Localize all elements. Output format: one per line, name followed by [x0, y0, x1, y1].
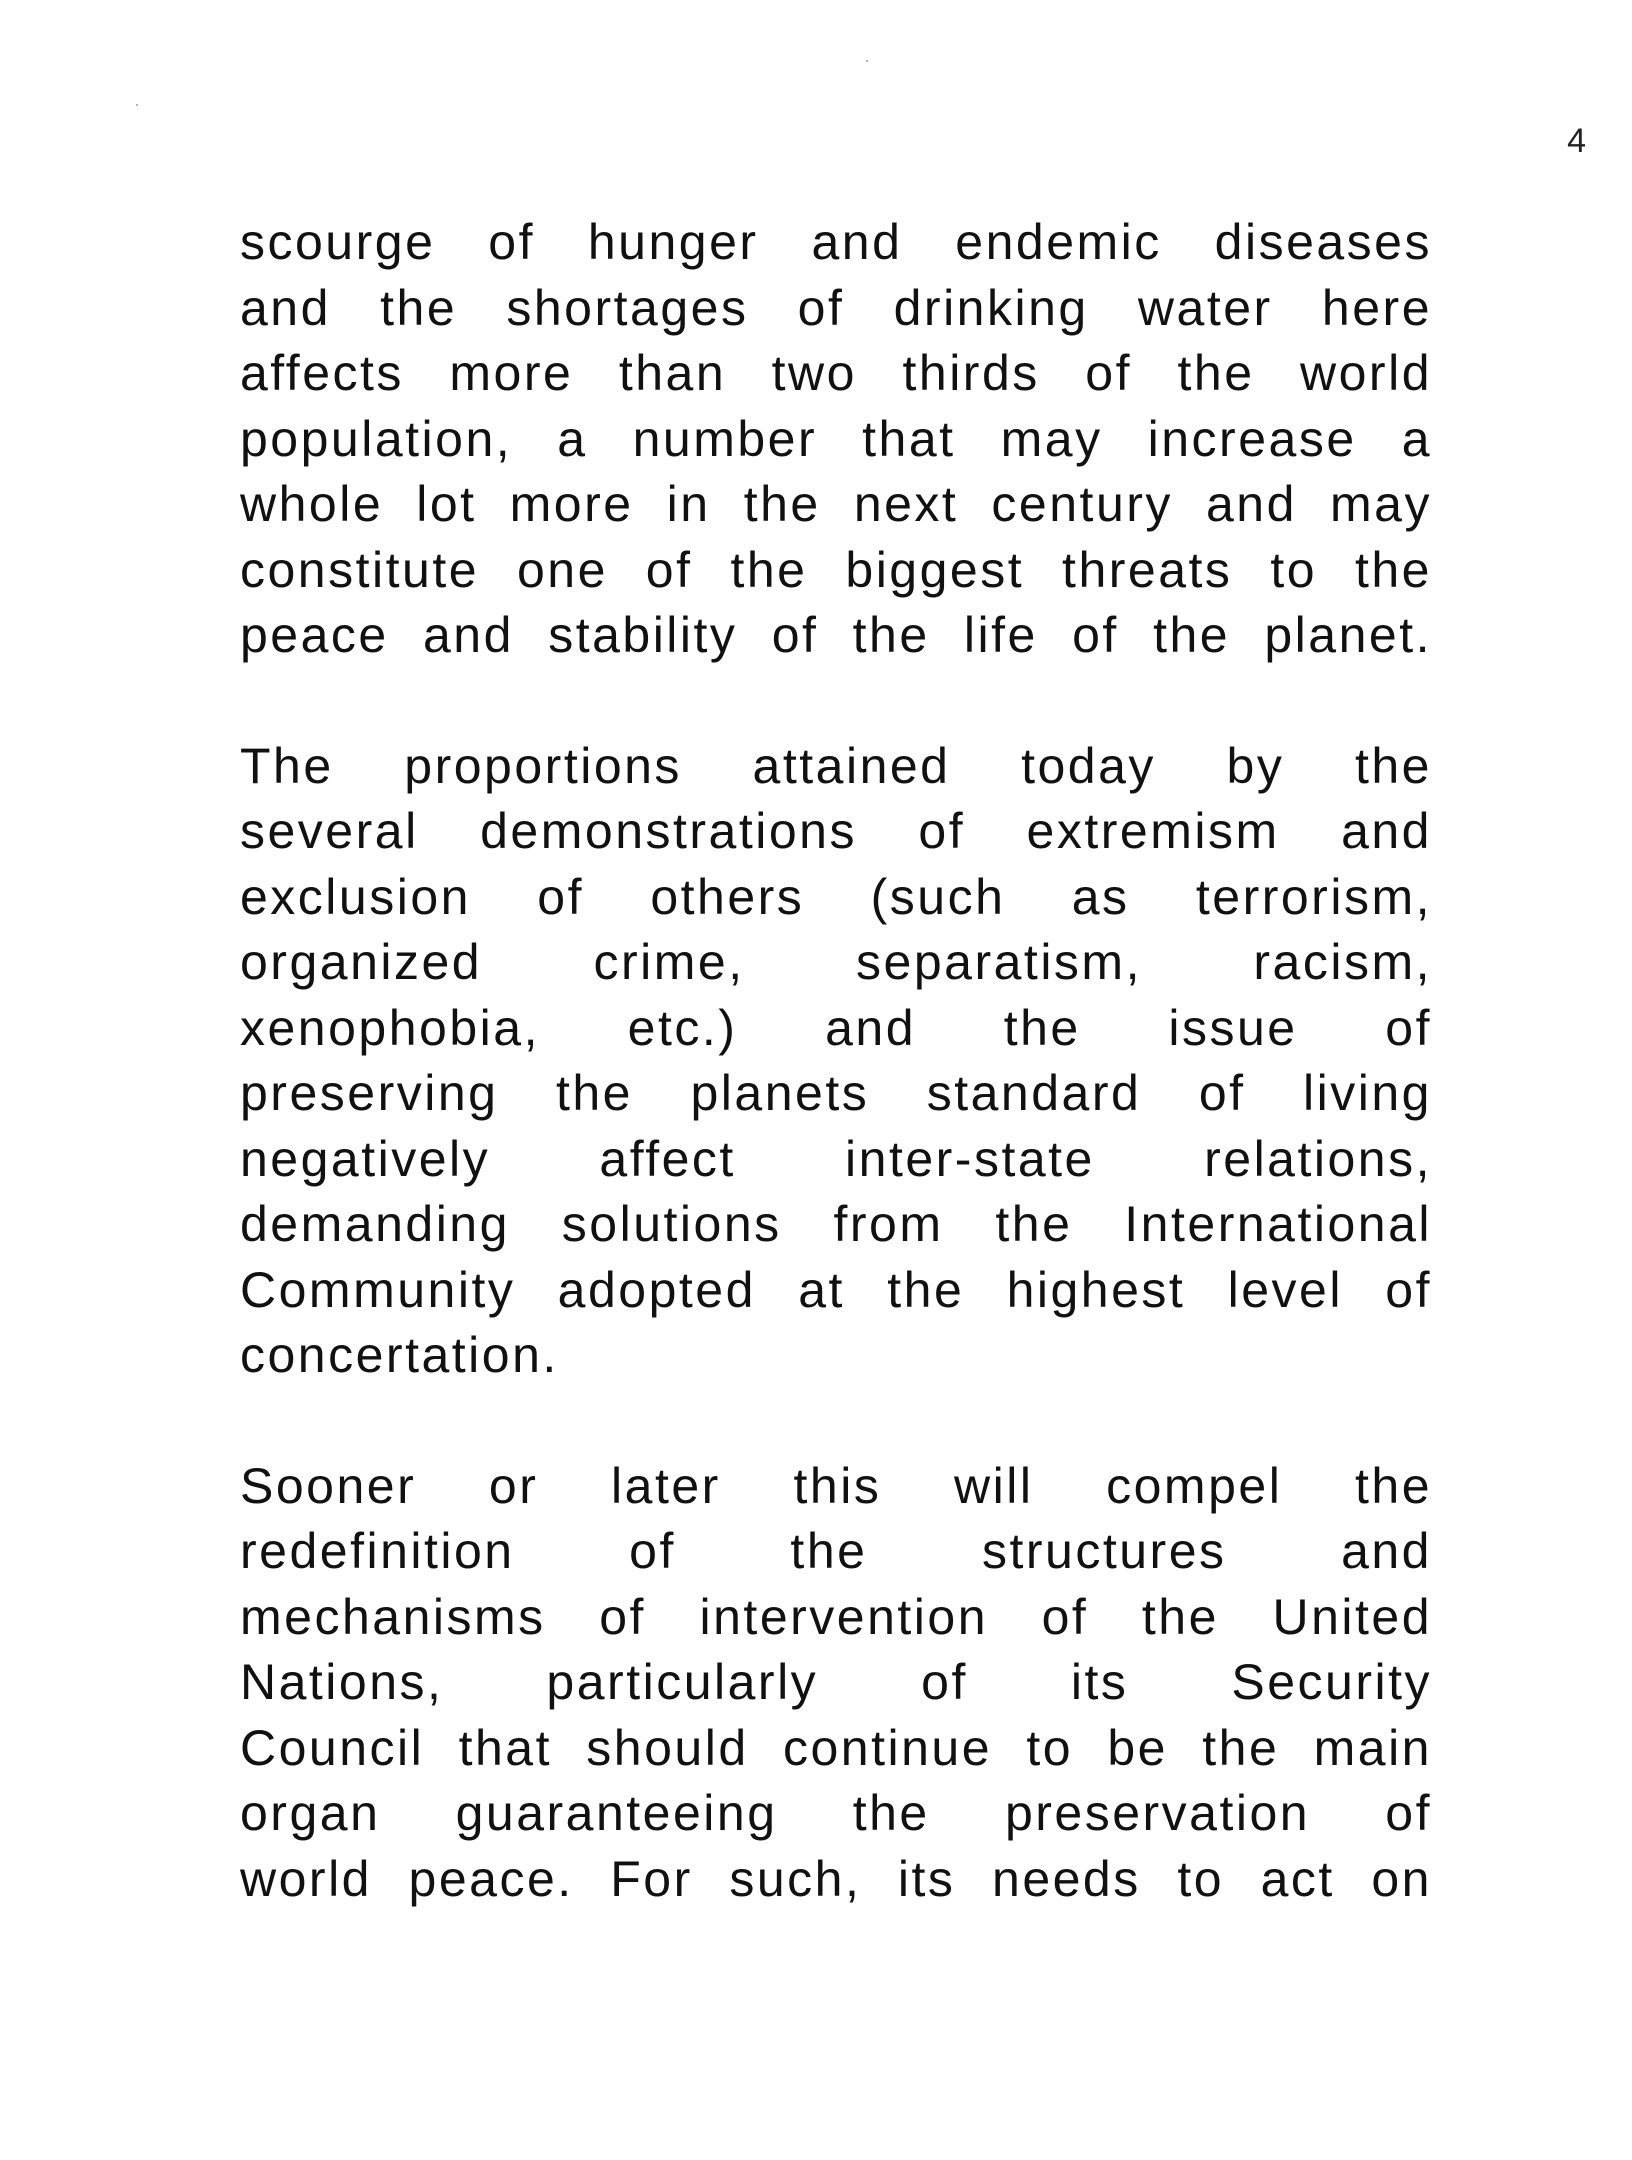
page-number: 4 [1567, 122, 1586, 160]
text-line: organ guaranteeing the preservation of [240, 1785, 1432, 1841]
text-line: constitute one of the biggest threats to the [240, 541, 1432, 598]
text-line: redefinition of the structures and [240, 1523, 1432, 1579]
text-line: Council that should continue to be the main [240, 1719, 1432, 1776]
text-line: population, a number that may increase a [240, 410, 1432, 467]
text-line: several demonstrations of extremism and [240, 803, 1432, 859]
text-line: demanding solutions from the International [240, 1196, 1432, 1252]
text-line: peace and stability of the life of the planet. [240, 607, 1432, 663]
text-line: exclusion of others (such as terrorism, [240, 868, 1432, 925]
text-line: Community adopted at the highest level of [240, 1261, 1432, 1318]
text-line: and the shortages of drinking water here [240, 279, 1432, 336]
text-line: Sooner or later this will compel the [240, 1457, 1432, 1514]
text-line: world peace. For such, its needs to act on [240, 1850, 1432, 1907]
text-line: negatively affect inter-state relations, [240, 1130, 1432, 1187]
text-line: mechanisms of intervention of the United [240, 1588, 1432, 1645]
paragraph [240, 734, 1432, 1389]
text-line: preserving the planets standard of living [240, 1065, 1432, 1121]
paragraph [240, 210, 1432, 669]
text-line: affects more than two thirds of the world [240, 345, 1432, 401]
text-line: xenophobia, etc.) and the issue of [240, 999, 1432, 1056]
scan-speck [136, 104, 138, 106]
text-line: scourge of hunger and endemic diseases [240, 214, 1432, 270]
text-line: Nations, particularly of its Security [240, 1654, 1432, 1710]
text-line: whole lot more in the next century and may [240, 476, 1432, 532]
page-body [240, 210, 1432, 1912]
text-line: The proportions attained today by the [240, 737, 1432, 794]
scan-speck [866, 60, 868, 62]
text-line: concertation. [240, 1327, 559, 1383]
text-line: organized crime, separatism, racism, [240, 934, 1432, 990]
paragraph [240, 1454, 1432, 1913]
